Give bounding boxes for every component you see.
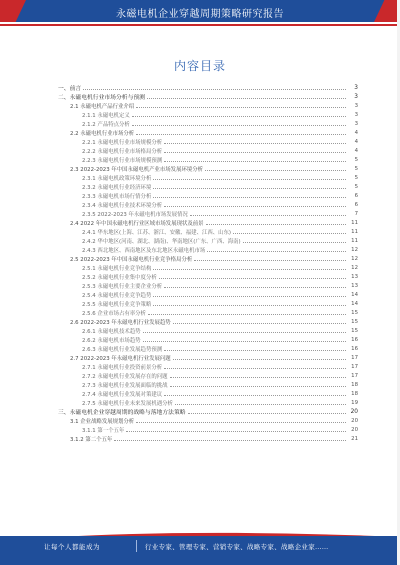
toc-entry[interactable] — [58, 218, 358, 227]
toc-entry-page: 3 — [354, 84, 358, 91]
toc-entry-page: 20 — [351, 426, 358, 433]
toc-entry-label: 2.7 2022-2023 年永磁电机行业发展问题 — [70, 355, 171, 362]
toc-entry-page: 18 — [351, 381, 358, 388]
toc-leader-dots — [164, 161, 346, 162]
toc-entry[interactable] — [58, 371, 358, 380]
toc-entry[interactable] — [58, 380, 358, 389]
toc-entry[interactable] — [58, 227, 358, 236]
toc-entry-label: 2.7.5 永磁电机行业未来发展机遇分析 — [82, 400, 173, 407]
toc-leader-dots — [136, 422, 346, 423]
toc-entry-label: 2.5.6 企业市场占有率分析 — [82, 310, 146, 317]
toc-entry[interactable] — [58, 182, 358, 191]
toc-leader-dots — [83, 89, 346, 90]
toc-leader-dots — [188, 413, 346, 414]
toc-entry-label: 3.1 企业战略发展规划分析 — [70, 418, 135, 425]
toc-entry-label: 3.1.2 第二个五年 — [70, 436, 113, 443]
toc-entry[interactable] — [58, 326, 358, 335]
page-header — [0, 0, 400, 30]
toc-entry-page: 11 — [351, 228, 358, 235]
toc-entry-label: 2.4.3 西北地区、西南地区及东北地区永磁电机市场 — [82, 247, 206, 254]
toc-leader-dots — [206, 224, 346, 225]
toc-entry-label: 2.5.1 永磁电机行业竞争结构 — [82, 265, 152, 272]
toc-entry-page: 7 — [354, 210, 358, 217]
toc-entry-page: 4 — [354, 138, 358, 145]
toc-leader-dots — [136, 134, 346, 135]
toc-entry[interactable] — [58, 110, 358, 119]
toc-entry[interactable] — [58, 173, 358, 182]
toc-leader-dots — [114, 440, 346, 441]
toc-entry[interactable] — [58, 398, 358, 407]
toc-entry[interactable] — [58, 335, 358, 344]
toc-entry-label: 2.5.3 永磁电机行业主要企业分析 — [82, 283, 163, 290]
toc-entry-label: 2.7.4 永磁电机行业发展对策建议 — [82, 391, 163, 398]
toc-entry-label: 2.6.1 永磁电机技术趋势 — [82, 328, 141, 335]
toc-leader-dots — [164, 152, 346, 153]
toc-leader-dots — [170, 377, 346, 378]
toc-entry[interactable] — [58, 416, 358, 425]
toc-entry-label: 2.5.5 永磁电机行业竞争策略 — [82, 301, 152, 308]
toc-entry[interactable] — [58, 83, 358, 92]
toc-entry-page: 5 — [354, 174, 358, 181]
toc-entry[interactable] — [58, 146, 358, 155]
toc-entry[interactable] — [58, 128, 358, 137]
toc-entry-label: 2.3.3 永磁电机市场行情分析 — [82, 193, 152, 200]
toc-leader-dots — [147, 98, 346, 99]
report-title: 永磁电机企业穿越周期策略研究报告 — [116, 9, 284, 20]
toc-entry-label: 2.5 2022-2023 年中国永磁电机行业竞争格局分析 — [70, 256, 193, 263]
toc-entry-page: 19 — [351, 399, 358, 406]
toc-leader-dots — [190, 215, 346, 216]
toc-entry[interactable] — [58, 236, 358, 245]
toc-entry-page: 5 — [354, 183, 358, 190]
toc-entry-label: 三、永磁电机企业穿越周期的战略与落地方法策略 — [58, 410, 186, 416]
toc-entry-page: 4 — [354, 129, 358, 136]
toc-entry-label: 2.3 2022-2023 年中国永磁电机产业市场发展环境分析 — [70, 166, 204, 173]
toc-entry[interactable] — [58, 191, 358, 200]
toc-entry-page: 13 — [351, 273, 358, 280]
toc-entry-page: 17 — [351, 363, 358, 370]
toc-entry[interactable] — [58, 344, 358, 353]
toc-entry-page: 3 — [354, 93, 358, 100]
toc-entry-page: 6 — [354, 192, 358, 199]
toc-entry[interactable] — [58, 200, 358, 209]
toc-leader-dots — [164, 368, 346, 369]
toc-leader-dots — [164, 395, 346, 396]
toc-entry-page: 20 — [351, 417, 358, 424]
toc-entry-label: 2.3.2 永磁电机行业经济环境 — [82, 184, 152, 191]
toc-leader-dots — [159, 278, 346, 279]
toc-entry-label: 2.2.2 永磁电机行业市场格局分析 — [82, 148, 163, 155]
toc-entry[interactable] — [58, 155, 358, 164]
toc-entry[interactable] — [58, 119, 358, 128]
toc-entry-page: 3 — [354, 102, 358, 109]
toc-entry-page: 14 — [351, 291, 358, 298]
toc-entry-label: 2.2.1 永磁电机行业市场规模分析 — [82, 139, 163, 146]
toc-entry-label: 2.2 永磁电机行业市场分析 — [70, 130, 135, 137]
toc-leader-dots — [175, 404, 346, 405]
toc-leader-dots — [143, 332, 346, 333]
toc-entry[interactable] — [58, 272, 358, 281]
toc-entry[interactable] — [58, 425, 358, 434]
toc-entry[interactable] — [58, 290, 358, 299]
toc-leader-dots — [153, 305, 346, 306]
footer-divider — [136, 540, 137, 552]
toc-entry-page: 4 — [354, 147, 358, 154]
toc-entry-label: 2.3.4 永磁电机行业技术环境分析 — [82, 202, 163, 209]
toc-entry-label: 2.1.2 产品特点分析 — [82, 121, 130, 128]
toc-entry-page: 15 — [351, 318, 358, 325]
toc-entry-page: 11 — [351, 219, 358, 226]
toc-leader-dots — [207, 251, 346, 252]
toc-leader-dots — [205, 170, 346, 171]
toc-leader-dots — [148, 314, 346, 315]
toc-entry-page: 21 — [351, 435, 358, 442]
toc-entry[interactable] — [58, 245, 358, 254]
toc-entry-page: 12 — [351, 246, 358, 253]
toc-leader-dots — [153, 197, 346, 198]
toc-entry[interactable] — [58, 434, 358, 443]
toc-entry[interactable] — [58, 362, 358, 371]
toc-entry[interactable] — [58, 281, 358, 290]
toc-entry[interactable] — [58, 137, 358, 146]
toc-entry-page: 14 — [351, 300, 358, 307]
toc-entry-page: 6 — [354, 201, 358, 208]
toc-entry-label: 2.5.2 永磁电机行业集中度分析 — [82, 274, 157, 281]
toc-entry-page: 5 — [354, 156, 358, 163]
toc-entry-page: 17 — [351, 354, 358, 361]
toc-entry-page: 17 — [351, 372, 358, 379]
toc-entry[interactable] — [58, 317, 358, 326]
toc-leader-dots — [136, 107, 346, 108]
toc-entry-page: 12 — [351, 255, 358, 262]
toc-leader-dots — [143, 341, 346, 342]
toc-entry[interactable] — [58, 407, 358, 416]
toc-leader-dots — [164, 350, 346, 351]
toc-entry-label: 二、永磁电机行业市场分析与预测 — [58, 95, 145, 101]
footer-tagline: 行业专家、管理专家、营销专家、战略专家、战略企业家…… — [145, 543, 329, 551]
toc-entry-page: 5 — [354, 165, 358, 172]
toc-entry-label: 2.6.2 永磁电机市场趋势 — [82, 337, 141, 344]
toc-entry[interactable] — [58, 101, 358, 110]
toc-entry-label: 2.7.1 永磁电机行业投资前景分析 — [82, 364, 163, 371]
toc-entry-page: 13 — [351, 282, 358, 289]
toc-entry[interactable] — [58, 299, 358, 308]
toc-entry[interactable] — [58, 92, 358, 101]
toc-leader-dots — [132, 125, 346, 126]
toc-entry-label: 2.7.3 永磁电机行业发展面临的挑战 — [82, 382, 168, 389]
toc-entry-page: 15 — [351, 309, 358, 316]
toc-entry-label: 3.1.1 第一个五年 — [82, 427, 125, 434]
toc-entry-label: 2.4.1 华东地区(上海、江苏、浙江、安徽、福建、江西、山东) — [82, 229, 232, 236]
toc-leader-dots — [126, 431, 346, 432]
toc-entry-label: 2.6 2022-2023 年永磁电机行业发展趋势 — [70, 319, 171, 326]
toc-entry-page: 3 — [354, 120, 358, 127]
toc-leader-dots — [132, 116, 346, 117]
toc-leader-dots — [233, 233, 346, 234]
toc-entry-label: 2.1 永磁电机产品行业介绍 — [70, 103, 135, 110]
toc-leader-dots — [173, 323, 346, 324]
toc-entry-label: 2.6.3 永磁电机行业发展趋势预测 — [82, 346, 163, 353]
toc-leader-dots — [153, 296, 346, 297]
toc-entry[interactable] — [58, 263, 358, 272]
toc-entry[interactable] — [58, 254, 358, 263]
toc-entry-label: 2.3.5 2022-2023 年永磁电机市场发展情况 — [82, 211, 188, 218]
toc-entry[interactable] — [58, 308, 358, 317]
toc-leader-dots — [153, 179, 346, 180]
footer-slogan: 让每个人都能成为 — [44, 543, 100, 551]
toc-leader-dots — [170, 386, 346, 387]
toc-entry-label: 2.3.1 永磁电机政策环境分析 — [82, 175, 152, 182]
toc-entry-page: 20 — [350, 408, 358, 415]
toc-entry-label: 2.4 2022 年中国永磁电机行业区域市场发展现状及前景 — [70, 220, 204, 227]
toc-entry-label: 2.7.2 永磁电机行业发展存在的问题 — [82, 373, 168, 380]
toc-entry-label: 2.5.4 永磁电机行业竞争趋势 — [82, 292, 152, 299]
toc-leader-dots — [164, 206, 346, 207]
toc-entry[interactable] — [58, 353, 358, 362]
toc-leader-dots — [153, 188, 346, 189]
header-rule — [0, 24, 400, 26]
toc-entry[interactable] — [58, 389, 358, 398]
toc-entry-page: 18 — [351, 390, 358, 397]
toc-title: 内容目录 — [173, 59, 226, 73]
toc-entry-page: 15 — [351, 327, 358, 334]
table-of-contents — [58, 83, 358, 443]
toc-leader-dots — [164, 143, 346, 144]
toc-leader-dots — [194, 260, 346, 261]
toc-entry-label: 2.1.1 永磁电机定义 — [82, 112, 130, 119]
toc-leader-dots — [164, 287, 346, 288]
toc-entry[interactable] — [58, 209, 358, 218]
toc-entry-page: 3 — [354, 111, 358, 118]
toc-leader-dots — [153, 269, 346, 270]
toc-entry-page: 12 — [351, 264, 358, 271]
toc-leader-dots — [243, 242, 346, 243]
toc-entry-page: 16 — [351, 345, 358, 352]
toc-entry-label: 2.4.2 华中地区(河南、湖北、湖南)、华南地区(广东、广西、海南) — [82, 238, 241, 245]
toc-entry-page: 16 — [351, 336, 358, 343]
toc-leader-dots — [173, 359, 346, 360]
toc-entry[interactable] — [58, 164, 358, 173]
toc-entry-label: 2.2.3 永磁电机行业市场规模预测 — [82, 157, 163, 164]
toc-entry-page: 11 — [351, 237, 358, 244]
toc-entry-label: 一、前言 — [58, 86, 82, 92]
